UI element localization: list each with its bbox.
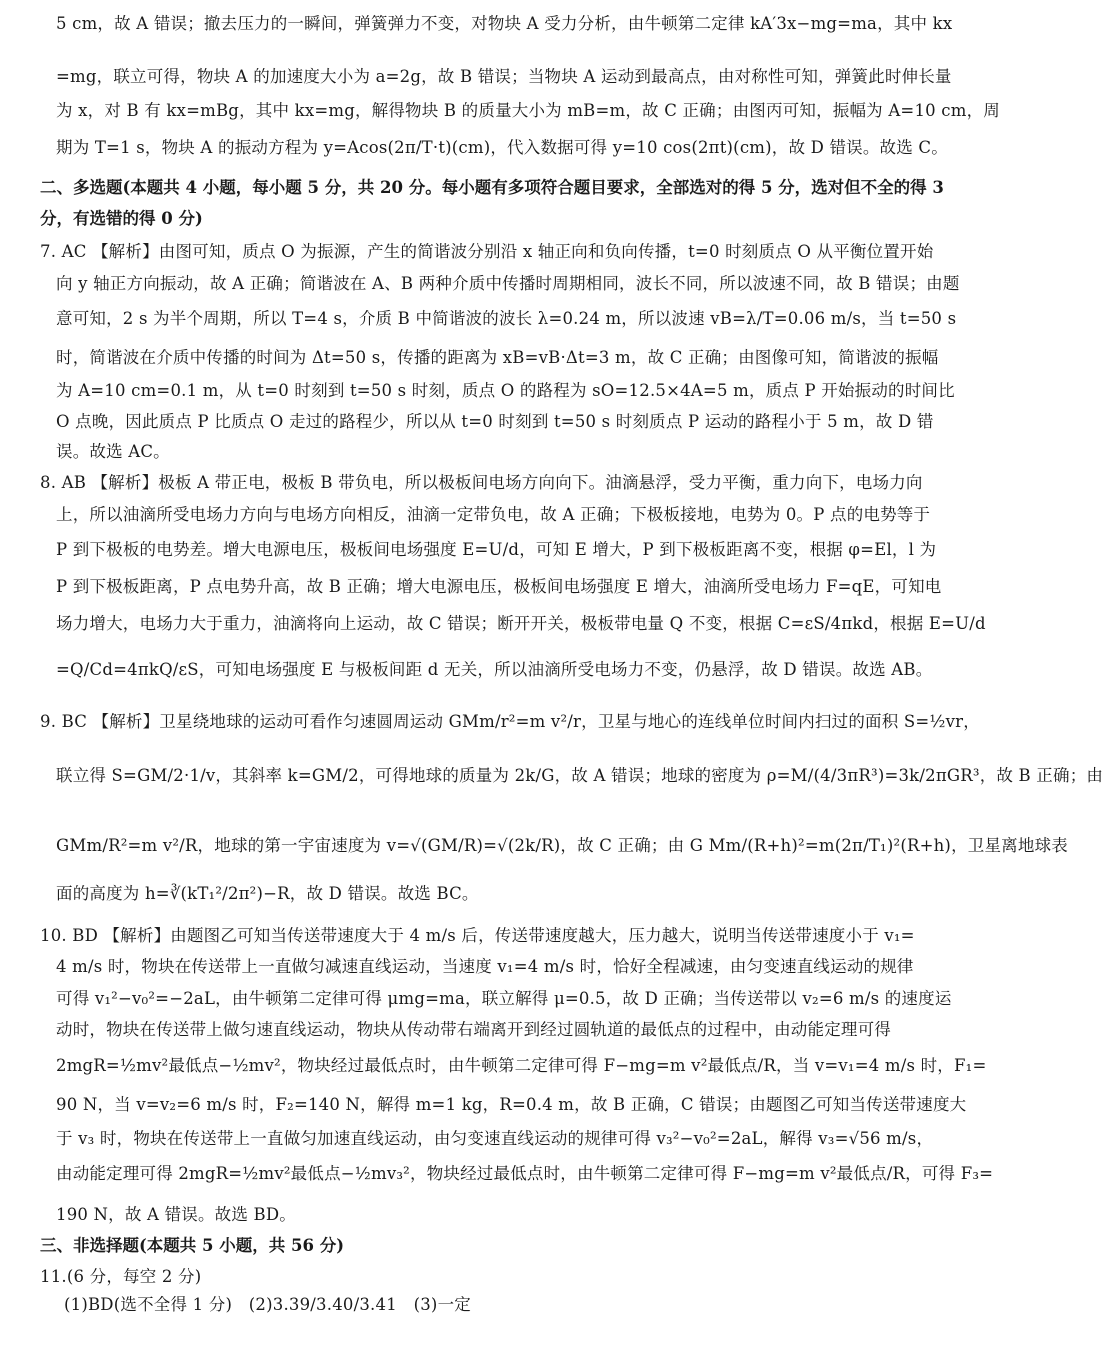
- q7-line-6: O 点晚，因此质点 P 比质点 O 走过的路程少，所以从 t=0 时刻到 t=50 s 时刻质点 P 运动的路程小于 5 m，故 D 错: [56, 412, 934, 431]
- q10-line-9: 190 N，故 A 错误。故选 BD。: [56, 1205, 296, 1224]
- q7-line-7: 误。故选 AC。: [56, 442, 170, 461]
- q8-line-2: 上，所以油滴所受电场力方向与电场方向相反，油滴一定带负电，故 A 正确；下极板接地，电势为 0。P 点的电势等于: [56, 505, 931, 524]
- q7-line-5: 为 A=10 cm=0.1 m，从 t=0 时刻到 t=50 s 时刻，质点 O 的路程为 sO=12.5×4A=5 m，质点 P 开始振动的时间比: [56, 381, 955, 400]
- q7-line-4: 时，简谐波在介质中传播的时间为 Δt=50 s，传播的距离为 xB=vB·Δt=3 m，故 C 正确；由图像可知，简谐波的振幅: [56, 348, 939, 367]
- q10-line-1: 10. BD 【解析】由题图乙可知当传送带速度大于 4 m/s 后，传送带速度越大，压力越大，说明当传送带速度小于 v₁=: [40, 926, 915, 945]
- q7-line-3: 意可知，2 s 为半个周期，所以 T=4 s，介质 B 中简谐波的波长 λ=0.24 m，所以波速 vB=λ/T=0.06 m/s，当 t=50 s: [56, 309, 957, 328]
- q11-line-1: 11.(6 分，每空 2 分): [40, 1267, 202, 1286]
- q8-line-1: 8. AB 【解析】极板 A 带正电，极板 B 带负电，所以极板间电场方向向下。油滴悬浮，受力平衡，重力向下，电场力向: [40, 473, 923, 492]
- q8-line-6: =Q/Cd=4πkQ/εS，可知电场强度 E 与极板间距 d 无关，所以油滴所受电场力不变，仍悬浮，故 D 错误。故选 AB。: [56, 660, 933, 679]
- q10-line-4: 动时，物块在传送带上做匀速直线运动，物块从传动带右端离开到经过圆轨道的最低点的过程中，由动能定理可得: [56, 1020, 891, 1039]
- q7-line-1: 7. AC 【解析】由图可知，质点 O 为振源，产生的简谐波分别沿 x 轴正向和负向传播，t=0 时刻质点 O 从平衡位置开始: [40, 242, 934, 261]
- q10-line-3: 可得 v₁²−v₀²=−2aL，由牛顿第二定律可得 μmg=ma，联立解得 μ=0.5，故 D 正确；当传送带以 v₂=6 m/s 的速度运: [56, 989, 952, 1008]
- q10-line-8: 由动能定理可得 2mgR=½mv²最低点−½mv₃²，物块经过最低点时，由牛顿第二定律可得 F−mg=m v²最低点/R，可得 F₃=: [56, 1164, 994, 1183]
- q8-line-5: 场力增大，电场力大于重力，油滴将向上运动，故 C 错误；断开开关，极板带电量 Q 不变，根据 C=εS/4πkd，根据 E=U/d: [56, 614, 986, 633]
- q6-line-1: 5 cm，故 A 错误；撤去压力的一瞬间，弹簧弹力不变，对物块 A 受力分析，由牛顿第二定律 kA′3x−mg=ma，其中 kx: [56, 14, 953, 33]
- section-3-heading: 三、非选择题(本题共 5 小题，共 56 分): [40, 1236, 345, 1255]
- q6-line-2: =mg，联立可得，物块 A 的加速度大小为 a=2g，故 B 错误；当物块 A 运动到最高点，由对称性可知，弹簧此时伸长量: [56, 67, 952, 86]
- q6-line-4: 期为 T=1 s，物块 A 的振动方程为 y=Acos(2π/T·t)(cm)，代入数据可得 y=10 cos(2πt)(cm)，故 D 错误。故选 C。: [56, 138, 948, 157]
- q8-line-4: P 到下极板距离，P 点电势升高，故 B 正确；增大电源电压，极板间电场强度 E 增大，油滴所受电场力 F=qE，可知电: [56, 577, 942, 596]
- q10-line-2: 4 m/s 时，物块在传送带上一直做匀减速直线运动，当速度 v₁=4 m/s 时，恰好全程减速，由匀变速直线运动的规律: [56, 957, 914, 976]
- q10-line-5: 2mgR=½mv²最低点−½mv²，物块经过最低点时，由牛顿第二定律可得 F−mg=m v²最低点/R，当 v=v₁=4 m/s 时，F₁=: [56, 1056, 987, 1075]
- q11-answers: (1)BD(选不全得 1 分) (2)3.39/3.40/3.41 (3)一定: [64, 1295, 471, 1314]
- q8-line-3: P 到下极板的电势差。增大电源电压，极板间电场强度 E=U/d，可知 E 增大，P 到下极板距离不变，根据 φ=El，l 为: [56, 540, 937, 559]
- q9-line-3: GMm/R²=m v²/R，地球的第一宇宙速度为 v=√(GM/R)=√(2k/R)，故 C 正确；由 G Mm/(R+h)²=m(2π/T₁)²(R+h)，卫星离地球表: [56, 836, 1068, 855]
- section-2-heading-cont: 分，有选错的得 0 分): [40, 209, 203, 228]
- section-2-heading: 二、多选题(本题共 4 小题，每小题 5 分，共 20 分。每小题有多项符合题目要求，全部选对的得 5 分，选对但不全的得 3: [40, 178, 944, 197]
- q6-line-3: 为 x，对 B 有 kx=mBg，其中 kx=mg，解得物块 B 的质量大小为 mB=m，故 C 正确；由图丙可知，振幅为 A=10 cm，周: [56, 101, 1000, 120]
- q9-line-4: 面的高度为 h=∛(kT₁²/2π²)−R，故 D 错误。故选 BC。: [56, 884, 479, 903]
- q10-line-6: 90 N，当 v=v₂=6 m/s 时，F₂=140 N，解得 m=1 kg，R=0.4 m，故 B 正确，C 错误；由题图乙可知当传送带速度大: [56, 1095, 967, 1114]
- q7-line-2: 向 y 轴正方向振动，故 A 正确；简谐波在 A、B 两种介质中传播时周期相同，波长不同，所以波速不同，故 B 错误；由题: [56, 274, 960, 293]
- q9-line-2: 联立得 S=GM/2·1/v，其斜率 k=GM/2，可得地球的质量为 2k/G，故 A 错误；地球的密度为 ρ=M/(4/3πR³)=3k/2πGR³，故 B 正确；由: [56, 766, 1103, 785]
- q9-line-1: 9. BC 【解析】卫星绕地球的运动可看作匀速圆周运动 GMm/r²=m v²/r，卫星与地心的连线单位时间内扫过的面积 S=½vr，: [40, 712, 980, 731]
- q10-line-7: 于 v₃ 时，物块在传送带上一直做匀加速直线运动，由匀变速直线运动的规律可得 v₃²−v₀²=2aL，解得 v₃=√56 m/s，: [56, 1129, 934, 1148]
